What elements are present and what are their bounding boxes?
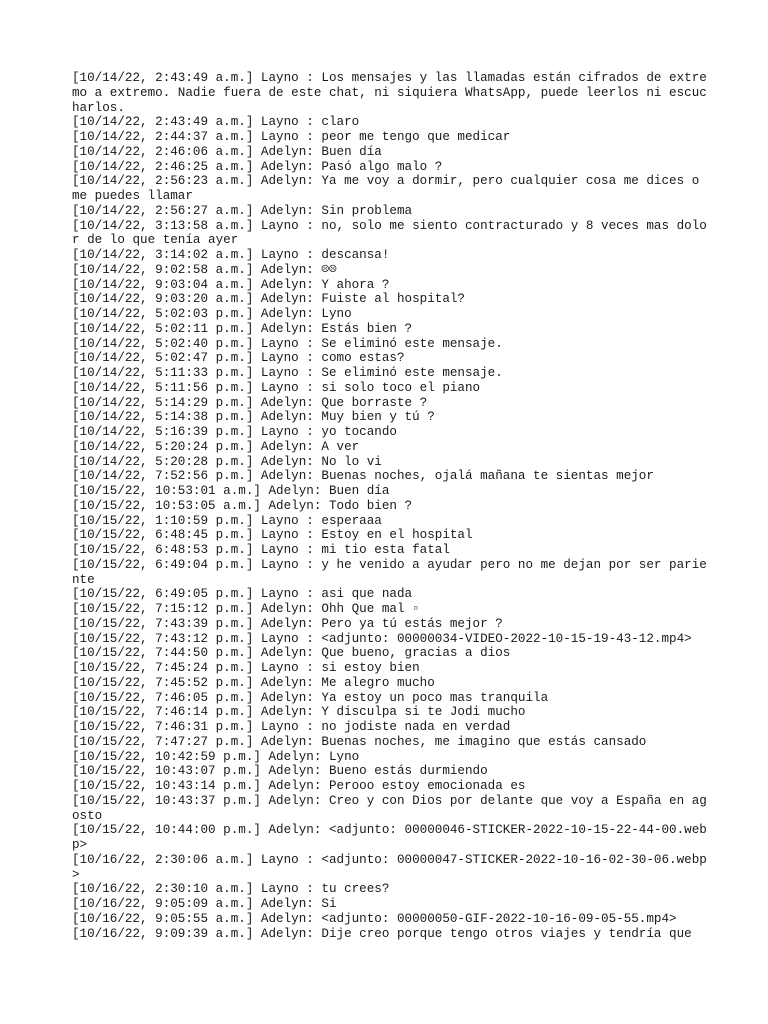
transcript-line: [10/14/22, 5:11:33 p.m.] Layno : Se eliminó este mensaje. [72,366,503,380]
transcript-line: [10/16/22, 9:05:55 a.m.] Adelyn: <adjunto: 00000050-GIF-2022-10-16-09-05-55.mp4> [72,911,677,926]
transcript-line: [10/15/22, 6:48:53 p.m.] Layno : mi tio esta fatal [72,543,450,557]
chat-transcript [72,71,708,941]
transcript-line: [10/15/22, 10:43:07 p.m.] Adelyn: Bueno estás durmiendo [72,764,488,779]
transcript-line: [10/16/22, 2:30:06 a.m.] Layno : <adjunto: 00000047-STICKER-2022-10-16-02-30-06.webp> [72,852,707,882]
transcript-line: [10/14/22, 5:20:24 p.m.] Adelyn: A ver [72,439,360,454]
transcript-line: [10/14/22, 5:14:29 p.m.] Adelyn: Que borraste ? [72,395,428,410]
transcript-line: [10/15/22, 7:45:24 p.m.] Layno : si estoy bien [72,661,420,675]
transcript-line: [10/14/22, 2:43:49 a.m.] Layno : Los mensajes y las llamadas están cifrados de extremo a extremo. Nadie fuera de este chat, ni siquiera WhatsApp, puede leerlos ni escucharlos. [72,71,707,115]
transcript-line: [10/15/22, 7:44:50 p.m.] Adelyn: Que bueno, gracias a dios [72,646,511,661]
transcript-line: [10/15/22, 7:47:27 p.m.] Adelyn: Buenas noches, me imagino que estás cansado [72,734,647,749]
transcript-line: [10/15/22, 10:43:37 p.m.] Adelyn: Creo y con Dios por delante que voy a España en agosto [72,793,707,823]
transcript-line: [10/14/22, 5:02:11 p.m.] Adelyn: Estás bien ? [72,321,413,336]
transcript-line: [10/14/22, 2:56:27 a.m.] Adelyn: Sin problema [72,203,413,218]
transcript-line: [10/14/22, 2:44:37 a.m.] Layno : peor me tengo que medicar [72,130,511,144]
transcript-line: [10/16/22, 9:09:39 a.m.] Adelyn: Dije creo porque tengo otros viajes y tendría que [72,926,692,941]
transcript-line: [10/14/22, 5:14:38 p.m.] Adelyn: Muy bien y tú ? [72,410,435,425]
transcript-line: [10/14/22, 5:16:39 p.m.] Layno : yo tocando [72,425,397,439]
transcript-line: [10/15/22, 6:48:45 p.m.] Layno : Estoy en el hospital [72,528,473,543]
transcript-line: [10/15/22, 7:45:52 p.m.] Adelyn: Me alegro mucho [72,675,435,690]
transcript-line: [10/15/22, 1:10:59 p.m.] Layno : esperaaa [72,513,382,528]
transcript-line: [10/14/22, 3:14:02 a.m.] Layno : descansa! [72,248,390,262]
transcript-line: [10/15/22, 7:46:05 p.m.] Adelyn: Ya estoy un poco mas tranquila [72,690,549,705]
transcript-line: [10/15/22, 10:42:59 p.m.] Adelyn: Lyno [72,749,360,764]
transcript-line: [10/15/22, 7:46:14 p.m.] Adelyn: Y disculpa si te Jodi mucho [72,705,526,720]
transcript-line: [10/15/22, 6:49:05 p.m.] Layno : asi que nada [72,587,413,602]
transcript-line: [10/15/22, 7:43:39 p.m.] Adelyn: Pero ya tú estás mejor ? [72,616,503,631]
transcript-line: [10/14/22, 5:02:03 p.m.] Adelyn: Lyno [72,307,352,321]
transcript-line: [10/14/22, 3:13:58 a.m.] Layno : no, solo me siento contracturado y 8 veces mas dolor de lo que tenía ayer [72,218,707,248]
transcript-line: [10/15/22, 10:44:00 p.m.] Adelyn: <adjunto: 00000046-STICKER-2022-10-15-22-44-00.webp> [72,823,707,852]
transcript-line: [10/14/22, 9:03:20 a.m.] Adelyn: Fuiste al hospital? [72,292,465,307]
transcript-line: [10/14/22, 2:43:49 a.m.] Layno : claro [72,115,360,130]
transcript-line: [10/14/22, 9:03:04 a.m.] Adelyn: Y ahora ? [72,277,390,292]
transcript-line: [10/14/22, 7:52:56 p.m.] Adelyn: Buenas noches, ojalá mañana te sientas mejor [72,469,654,484]
transcript-line: [10/15/22, 6:49:04 p.m.] Layno : y he venido a ayudar pero no me dejan por ser pariente [72,557,707,587]
transcript-line: [10/14/22, 5:20:28 p.m.] Adelyn: No lo vi [72,454,382,469]
transcript-line: [10/15/22, 10:43:14 p.m.] Adelyn: Perooo estoy emocionada es [72,779,526,793]
transcript-line: [10/15/22, 10:53:05 a.m.] Adelyn: Todo bien ? [72,498,413,513]
transcript-line: [10/16/22, 9:05:09 a.m.] Adelyn: Si [72,897,337,911]
transcript-line: [10/14/22, 5:11:56 p.m.] Layno : si solo toco el piano [72,380,481,395]
transcript-line: [10/14/22, 9:02:58 a.m.] Adelyn: ☹☹ [72,262,337,277]
transcript-line: [10/14/22, 2:46:25 a.m.] Adelyn: Pasó algo malo ? [72,159,443,174]
transcript-line: [10/14/22, 5:02:47 p.m.] Layno : como estas? [72,351,405,366]
transcript-line: [10/16/22, 2:30:10 a.m.] Layno : tu crees? [72,882,390,897]
transcript-line: [10/14/22, 5:02:40 p.m.] Layno : Se eliminó este mensaje. [72,336,503,351]
transcript-line: [10/15/22, 7:43:12 p.m.] Layno : <adjunto: 00000034-VIDEO-2022-10-15-19-43-12.mp4> [72,631,692,646]
transcript-line: [10/14/22, 2:46:06 a.m.] Adelyn: Buen día [72,144,382,159]
transcript-line: [10/15/22, 10:53:01 a.m.] Adelyn: Buen día [72,484,390,498]
transcript-line: [10/15/22, 7:15:12 p.m.] Adelyn: Ohh Que mal ▫ [72,602,420,616]
transcript-line: [10/15/22, 7:46:31 p.m.] Layno : no jodiste nada en verdad [72,720,511,734]
transcript-line: [10/14/22, 2:56:23 a.m.] Adelyn: Ya me voy a dormir, pero cualquier cosa me dices o me puedes llamar [72,174,707,203]
